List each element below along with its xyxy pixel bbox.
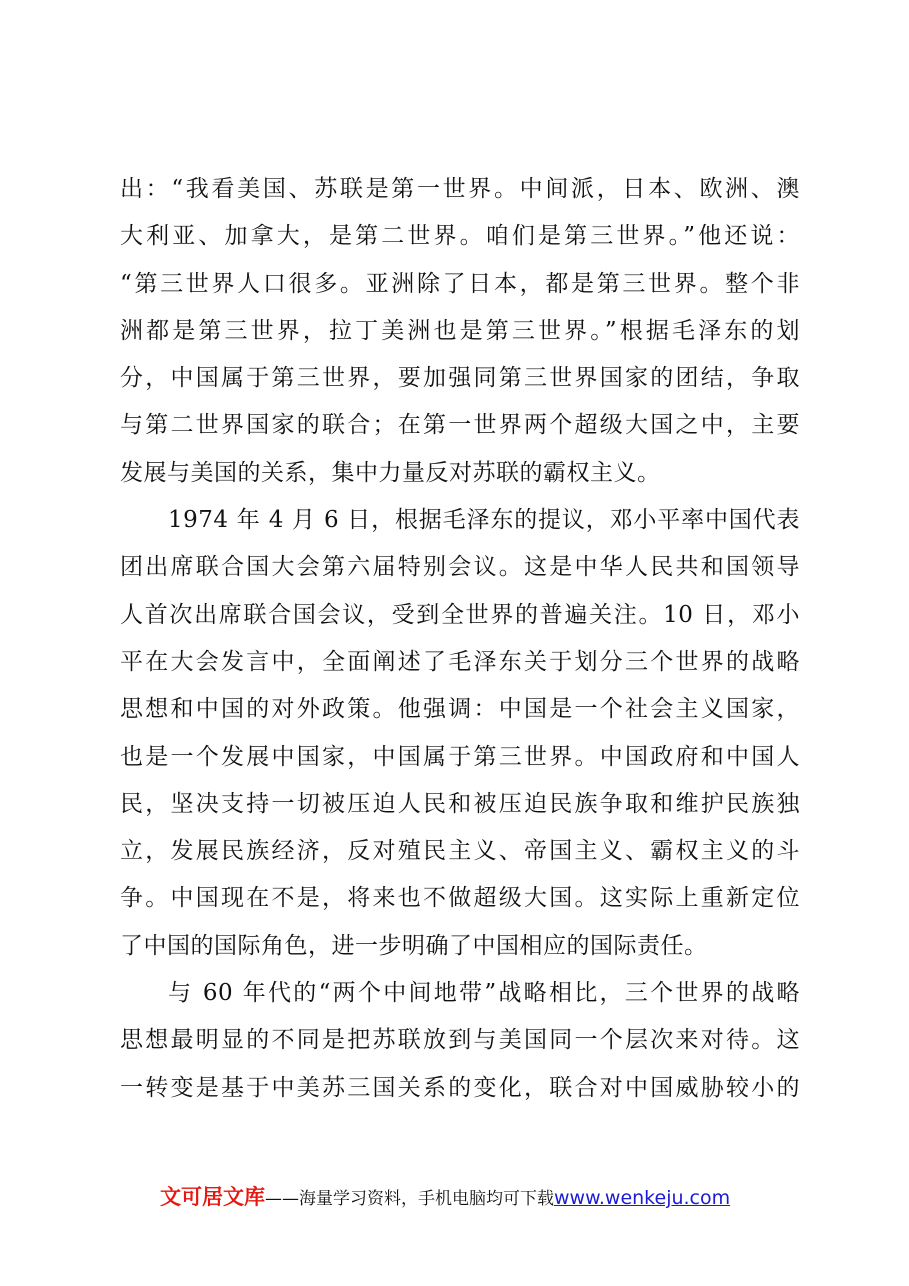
text-line: 也是一个发展中国家，中国属于第三世界。中国政府和中国人 bbox=[120, 743, 800, 770]
text-line: 大利亚、加拿大，是第二世界。咱们是第三世界。”他还说： bbox=[120, 223, 800, 250]
text-line: 思想最明显的不同是把苏联放到与美国同一个层次来对待。这 bbox=[120, 1027, 800, 1054]
body-text bbox=[120, 166, 800, 1112]
text-line: 人首次出席联合国会议，受到全世界的普遍关注。10 日，邓小 bbox=[120, 601, 800, 628]
text-line: 与第二世界国家的联合；在第一世界两个超级大国之中，主要 bbox=[120, 412, 800, 439]
text-line: 民，坚决支持一切被压迫人民和被压迫民族争取和维护民族独 bbox=[120, 790, 800, 817]
text-line: 出：“我看美国、苏联是第一世界。中间派，日本、欧洲、澳 bbox=[120, 176, 800, 202]
paragraph-start-line: 与 60 年代的“两个中间地带”战略相比，三个世界的战略 bbox=[168, 980, 800, 1007]
paragraph-start-line: 1974 年 4 月 6 日，根据毛泽东的提议，邓小平率中国代表 bbox=[168, 507, 800, 534]
text-line: 思想和中国的对外政策。他强调：中国是一个社会主义国家， bbox=[120, 696, 800, 723]
footer-banner bbox=[160, 1182, 730, 1212]
text-line: 一转变是基于中美苏三国关系的变化，联合对中国威胁较小的 bbox=[120, 1074, 800, 1101]
text-line: 洲都是第三世界，拉丁美洲也是第三世界。”根据毛泽东的划 bbox=[120, 317, 800, 344]
text-line: 发展与美国的关系，集中力量反对苏联的霸权主义。 bbox=[120, 459, 661, 486]
text-line: 立，发展民族经济，反对殖民主义、帝国主义、霸权主义的斗 bbox=[120, 838, 800, 865]
text-line: “第三世界人口很多。亚洲除了日本，都是第三世界。整个非 bbox=[120, 270, 800, 297]
text-line: 平在大会发言中，全面阐述了毛泽东关于划分三个世界的战略 bbox=[120, 648, 800, 675]
text-line: 争。中国现在不是，将来也不做超级大国。这实际上重新定位 bbox=[120, 885, 800, 912]
text-line: 分，中国属于第三世界，要加强同第三世界国家的团结，争取 bbox=[120, 365, 800, 392]
text-line: 了中国的国际角色，进一步明确了中国相应的国际责任。 bbox=[120, 932, 708, 959]
footer-tagline: ——海量学习资料，手机电脑均可下载 bbox=[265, 1189, 554, 1209]
footer-link[interactable]: www.wenkeju.com bbox=[554, 1187, 731, 1209]
text-line: 团出席联合国大会第六届特别会议。这是中华人民共和国领导 bbox=[120, 554, 800, 581]
footer-brand: 文可居文库 bbox=[160, 1185, 265, 1209]
